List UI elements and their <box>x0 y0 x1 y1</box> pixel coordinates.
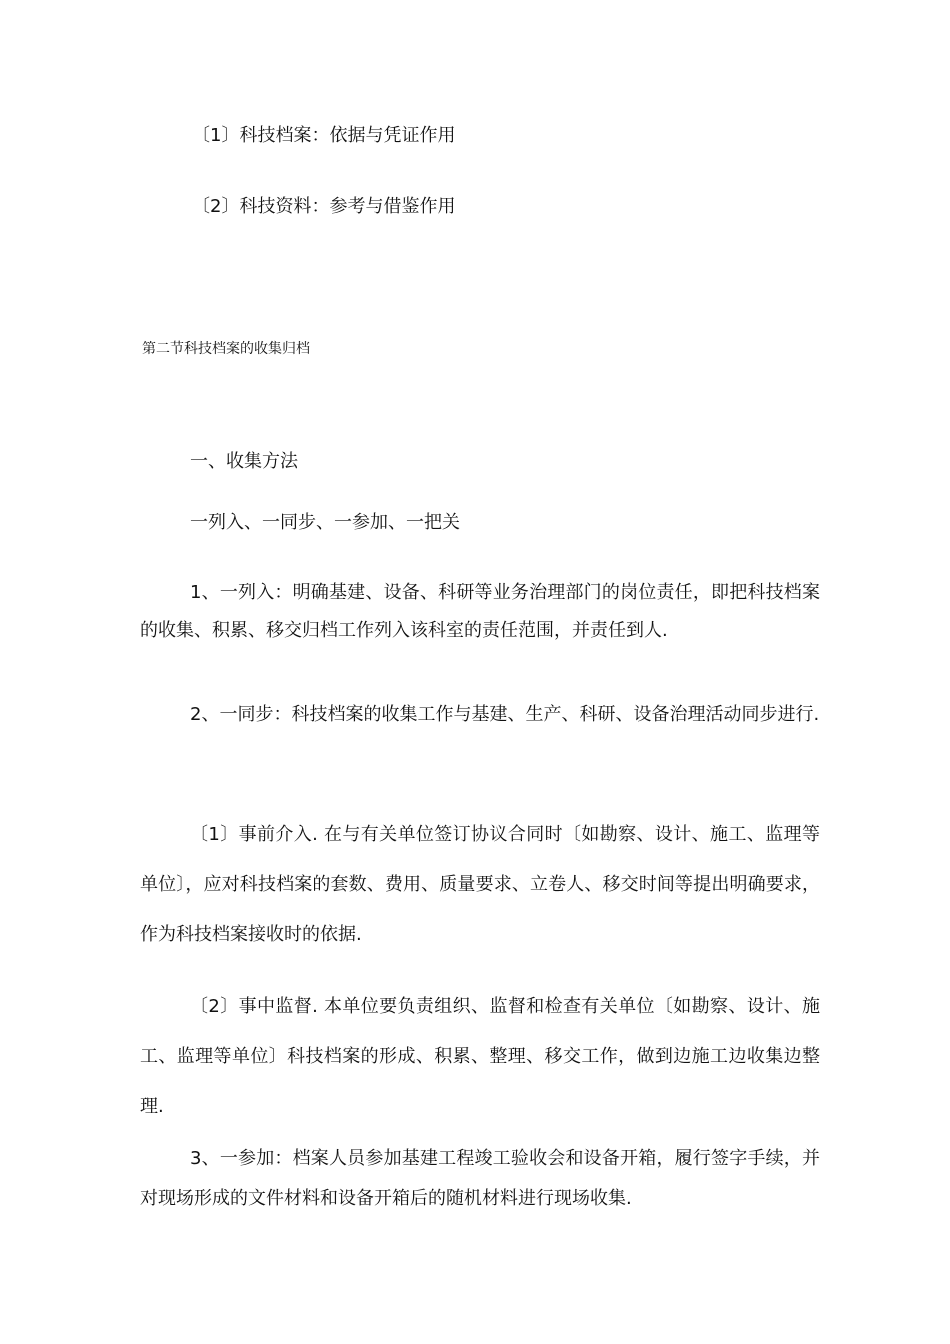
subsection-title: 一、收集方法 <box>190 451 298 472</box>
summary-line: 一列入、一同步、一参加、一把关 <box>190 512 460 533</box>
paragraph-list-in: 1、一列入：明确基建、设备、科研等业务治理部门的岗位责任，即把科技档案的收集、积累、移交归档工作列入该科室的责任范围，并责任到人. <box>140 582 820 641</box>
section-title: 第二节科技档案的收集归档 <box>142 341 310 357</box>
paragraph-synchronize: 2、一同步：科技档案的收集工作与基建、生产、科研、设备治理活动同步进行. <box>190 704 820 725</box>
list-item-archives: 〔1〕科技档案：依据与凭证作用 <box>192 125 456 146</box>
paragraph-participate: 3、一参加：档案人员参加基建工程竣工验收会和设备开箱，履行签字手续，并对现场形成的文件材料和设备开箱后的随机材料进行现场收集. <box>140 1148 820 1209</box>
paragraph-supervision: 〔2〕事中监督. 本单位要负责组织、监督和检查有关单位〔如勘察、设计、施工、监理等单位〕科技档案的形成、积累、整理、移交工作，做到边施工边收集边整理. <box>140 996 820 1117</box>
paragraph-advance-intervention: 〔1〕事前介入. 在与有关单位签订协议合同时〔如勘察、设计、施工、监理等单位〕，应对科技档案的套数、费用、质量要求、立卷人、移交时间等提出明确要求，作为科技档案接收时的依据. <box>140 824 820 945</box>
list-item-materials: 〔2〕科技资料：参考与借鉴作用 <box>192 196 456 217</box>
